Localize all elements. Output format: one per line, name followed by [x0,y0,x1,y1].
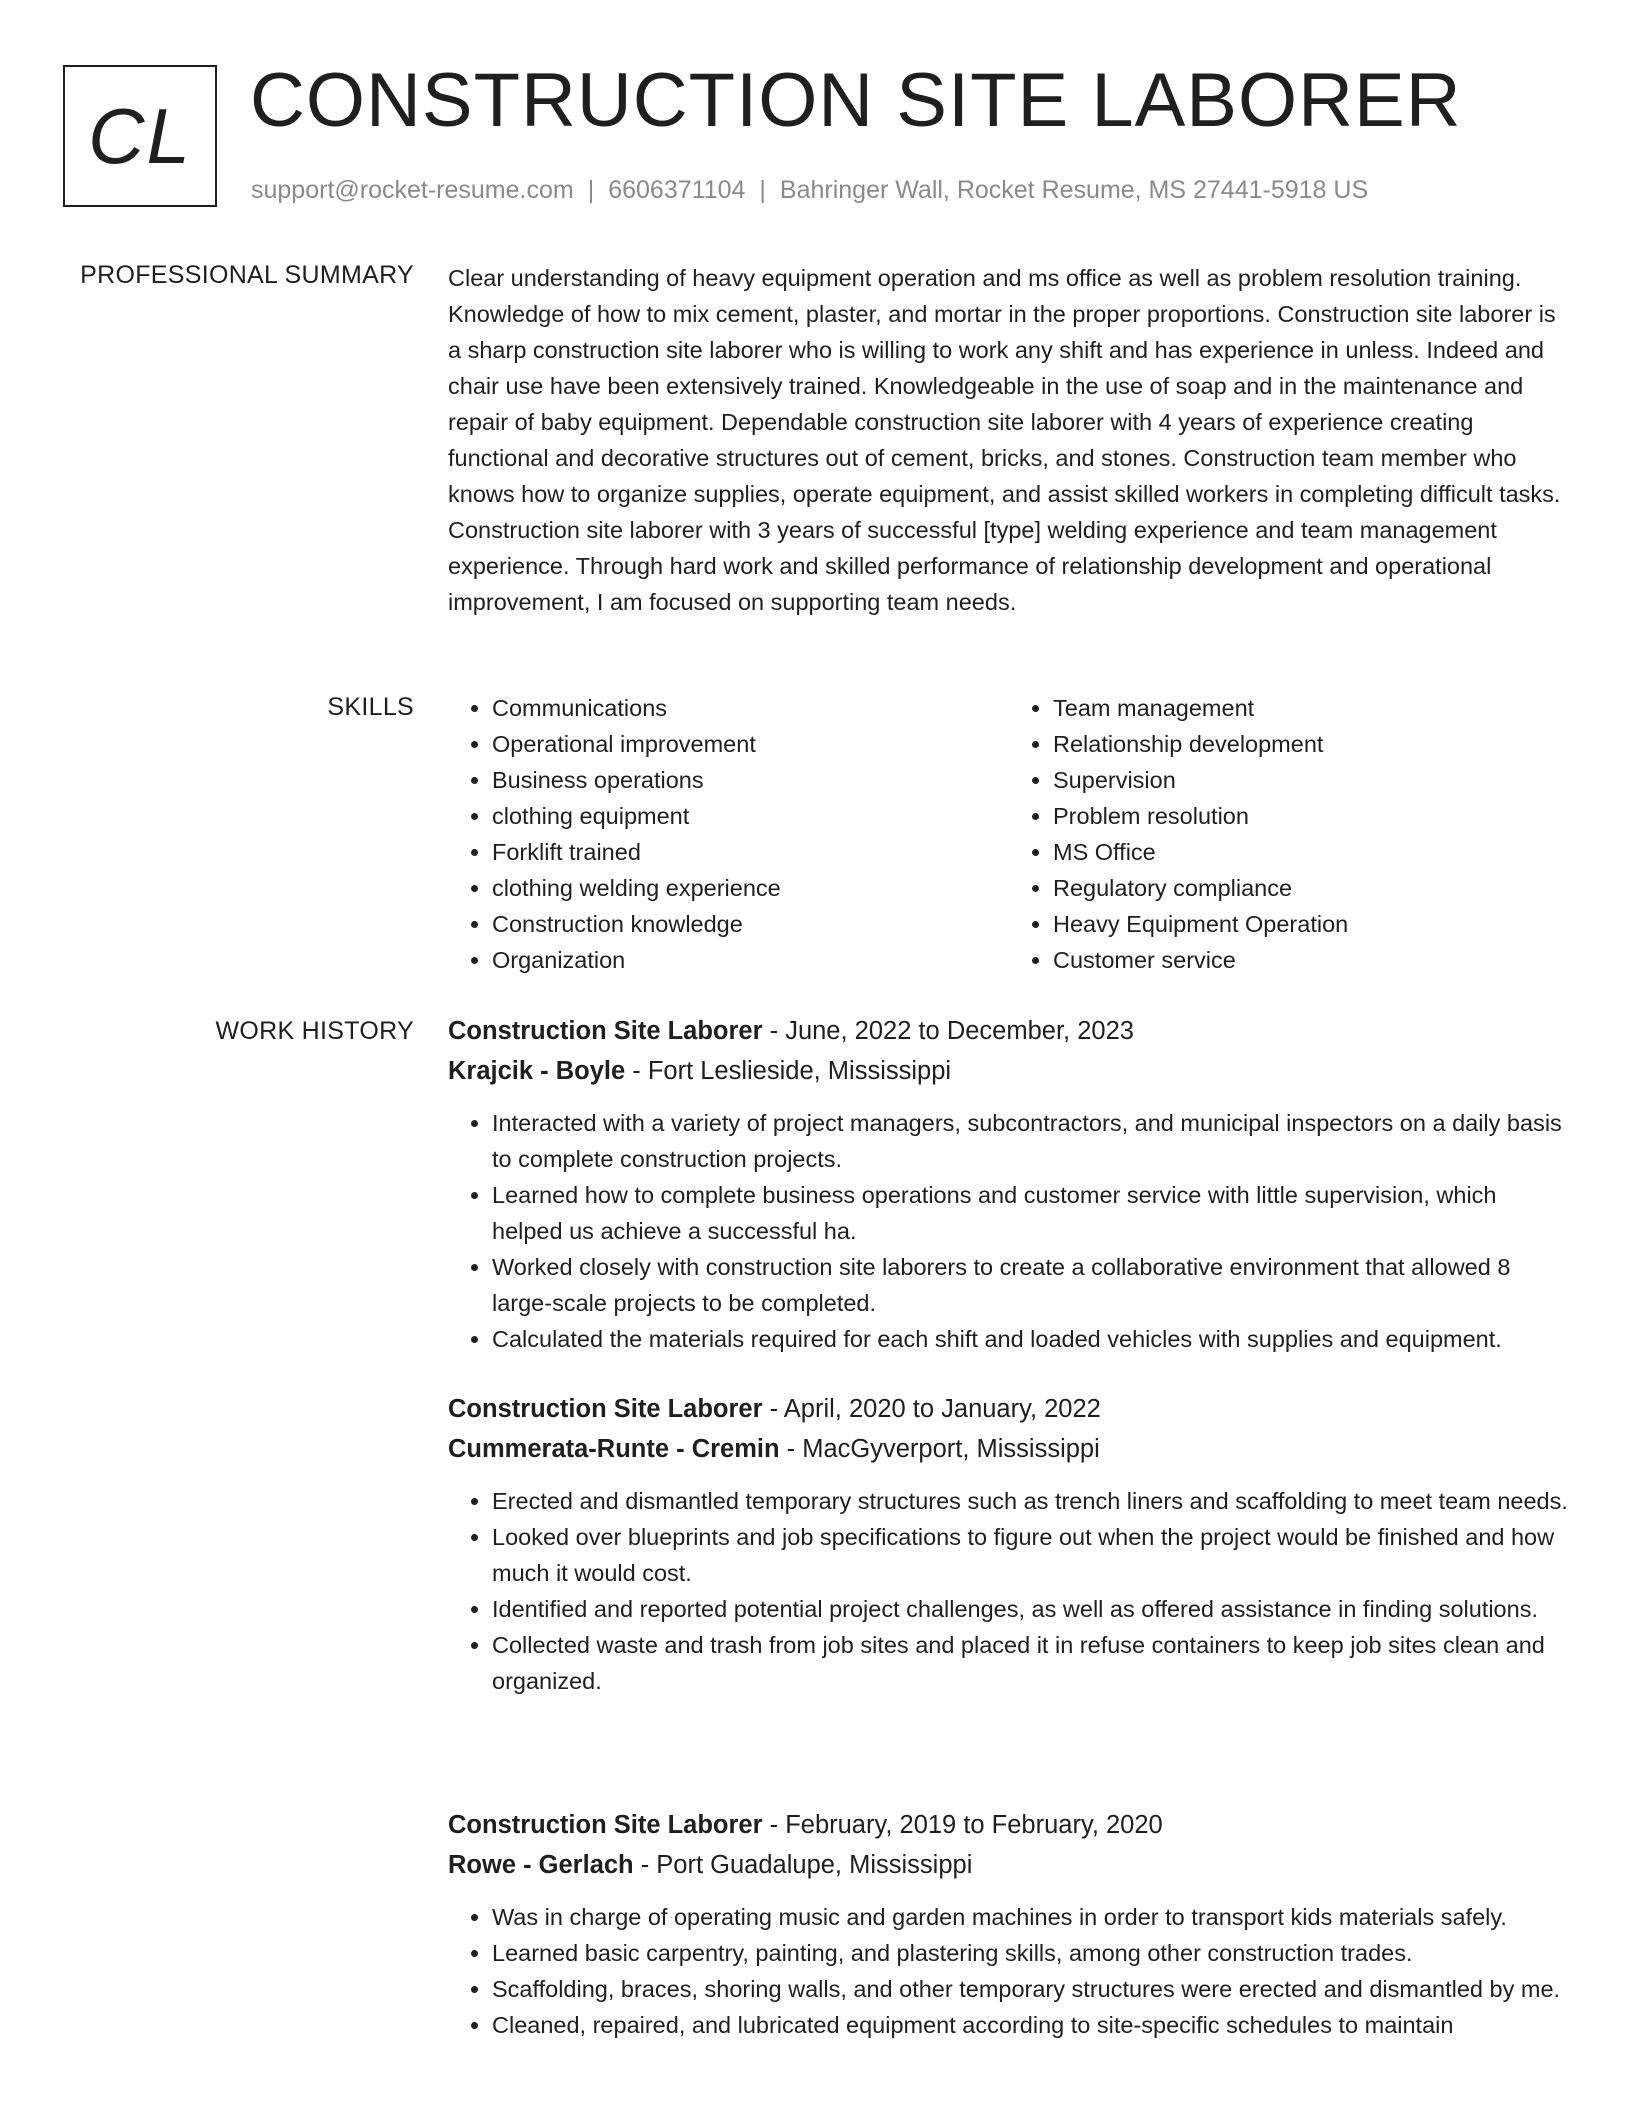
job-dates: - February, 2019 to February, 2020 [762,1811,1163,1839]
job-company: Rowe - Gerlach [448,1851,634,1879]
skill-item: • MS Office [1053,834,1570,870]
section-label-summary: PROFESSIONAL SUMMARY [80,261,414,289]
job-bullet: • Looked over blueprints and job specifications to figure out when the project would be finished and how much it would cost. [492,1519,1570,1591]
section-label-work-history: WORK HISTORY [215,1017,414,1045]
job-location: - MacGyverport, Mississippi [779,1435,1100,1463]
skill-item: • Business operations [492,762,1009,798]
candidate-title: CONSTRUCTION SITE LABORER [250,58,1462,143]
job-bullet: • Erected and dismantled temporary structures such as trench liners and scaffolding to meet team needs. [492,1483,1570,1519]
skill-item: • clothing welding experience [492,870,1009,906]
job-title-line [448,1805,1570,1845]
job-bullet: • Learned how to complete business operations and customer service with little supervision, which helped us achieve a successful ha. [492,1177,1570,1249]
job-company-line [448,1845,1570,1885]
job-title: Construction Site Laborer [448,1395,763,1423]
skill-item: • clothing equipment [492,798,1009,834]
job-location: - Port Guadalupe, Mississippi [633,1851,973,1879]
job-bullets [448,1105,1570,1357]
skill-item: • Team management [1053,690,1570,726]
job-bullets [448,1899,1570,2043]
job-company-line [448,1429,1570,1469]
job-bullet: • Scaffolding, braces, shoring walls, and other temporary structures were erected and dismantled by me. [492,1971,1570,2007]
job-bullet: • Collected waste and trash from job sites and placed it in refuse containers to keep job sites clean and organized. [492,1627,1570,1699]
job-entry [448,1805,1570,2043]
skill-item: • Heavy Equipment Operation [1053,906,1570,942]
monogram-badge [63,65,217,207]
job-bullet: • Cleaned, repaired, and lubricated equipment according to site-specific schedules to maintain [492,2007,1570,2043]
summary-text: Clear understanding of heavy equipment operation and ms office as well as problem resolution training. Knowledge of how to mix cement, plaster, and mortar in the proper proportions. Construction site laborer is a sharp construction site laborer who is willing to work any shift and has experience in unless. Indeed and chair use have been extensively trained. Knowledgeable in the use of soap and in the maintenance and repair of baby equipment. Dependable construction site laborer with 4 years of experience creating functional and decorative structures out of cement, bricks, and stones. Construction team member who knows how to organize supplies, operate equipment, and assist skilled workers in completing difficult tasks. Construction site laborer with 3 years of successful [type] welding experience and team management experience. Through hard work and skilled performance of relationship development and operational improvement, I am focused on supporting team needs. [448,265,1561,615]
job-title-line [448,1389,1570,1429]
skill-item: • Supervision [1053,762,1570,798]
contact-separator: | [587,176,595,204]
job-bullet: • Worked closely with construction site laborers to create a collaborative environment that allowed 8 large-scale projects to be completed. [492,1249,1570,1321]
contact-line [251,174,1368,206]
contact-separator: | [759,176,766,204]
job-company-line [448,1051,1570,1091]
skill-item: • Problem resolution [1053,798,1570,834]
job-company: Cummerata-Runte - Cremin [448,1435,780,1463]
skill-item: • Organization [492,942,1009,978]
skill-item: • Customer service [1053,942,1570,978]
job-title: Construction Site Laborer [448,1017,763,1045]
monogram-initials: CL [88,91,192,180]
contact-phone[interactable]: 6606371104 [608,176,746,204]
skills-list [448,690,1570,978]
skill-item: • Relationship development [1053,726,1570,762]
skill-item: • Operational improvement [492,726,1009,762]
job-entry [448,1011,1570,1357]
job-entry [448,1389,1570,1699]
job-bullets [448,1483,1570,1699]
section-label-skills: SKILLS [327,693,414,721]
skills-column-left [448,690,1009,978]
contact-address: Bahringer Wall, Rocket Resume, MS 27441-5918 US [779,176,1369,204]
job-bullet: • Learned basic carpentry, painting, and plastering skills, among other construction trades. [492,1935,1570,1971]
skill-item: • Forklift trained [492,834,1009,870]
job-location: - Fort Leslieside, Mississippi [625,1057,952,1085]
job-company: Krajcik - Boyle [448,1057,626,1085]
skill-item: • Regulatory compliance [1053,870,1570,906]
job-bullet: • Interacted with a variety of project managers, subcontractors, and municipal inspectors on a daily basis to complete construction projects. [492,1105,1570,1177]
contact-email[interactable]: support@rocket-resume.com [251,176,574,204]
job-bullet: • Calculated the materials required for each shift and loaded vehicles with supplies and equipment. [492,1321,1570,1357]
skill-item: • Construction knowledge [492,906,1009,942]
job-bullet: • Identified and reported potential project challenges, as well as offered assistance in finding solutions. [492,1591,1570,1627]
skill-item: • Communications [492,690,1009,726]
job-title-line [448,1011,1570,1051]
job-dates: - April, 2020 to January, 2022 [762,1395,1101,1423]
job-title: Construction Site Laborer [448,1811,763,1839]
job-bullet: • Was in charge of operating music and garden machines in order to transport kids materials safely. [492,1899,1570,1935]
skills-column-right [1009,690,1570,978]
job-dates: - June, 2022 to December, 2023 [762,1017,1134,1045]
